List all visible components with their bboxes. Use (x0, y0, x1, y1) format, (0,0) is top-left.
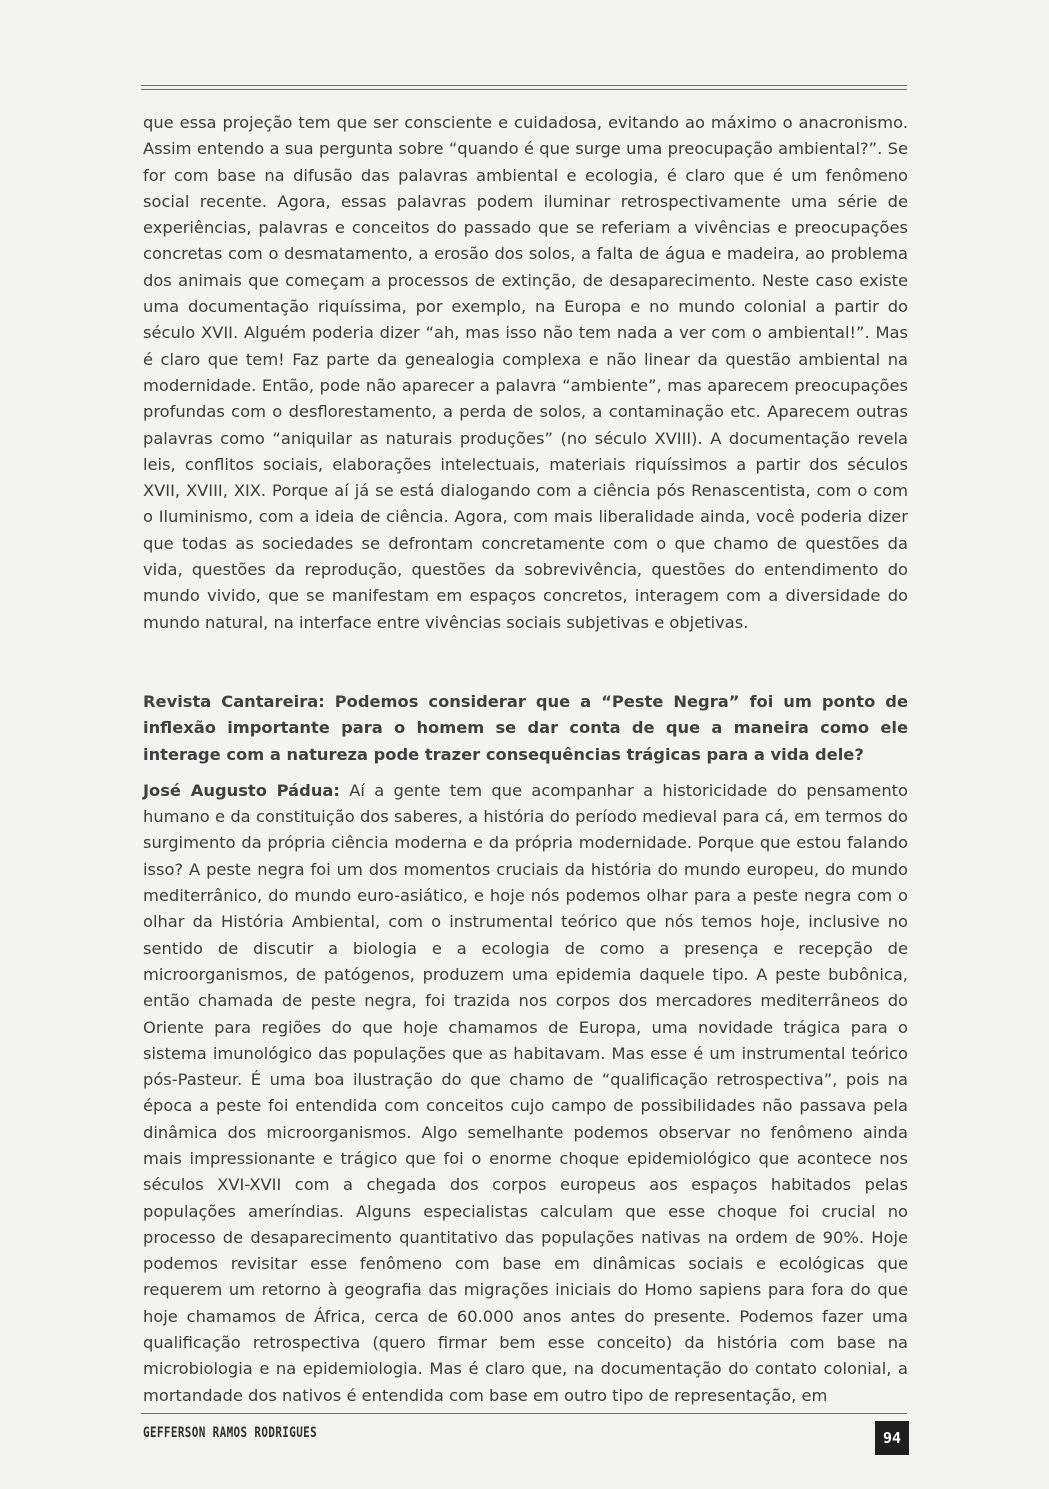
answer-text: Aí a gente tem que acompanhar a historicidade do pensamento humano e da constituição dos saberes, a história do período medieval para cá, em termos do surgimento da própria ciência moderna e da própria modernidade. Porque que estou falando isso? A peste negra foi um dos momentos cruciais da história do mundo europeu, do mundo mediterrânico, do mundo euro-asiático, e hoje nós podemos olhar para a peste negra com o olhar da História Ambiental, com o instrumental teórico que nós temos hoje, inclusive no sentido de discutir a biologia e a ecologia de como a presença e recepção de microorganismos, de patógenos, produzem uma epidemia daquele tipo. A peste bubônica, então chamada de peste negra, foi trazida nos corpos dos mercadores mediterrâneos do Oriente para regiões do que hoje chamamos de Europa, uma novidade trágica para o sistema imunológico das populações que as habitavam. Mas esse é um instrumental teórico pós-Pasteur. É uma boa ilustração do que chamo de “qualificação retrospectiva”, pois na época a peste foi entendida com conceitos cujo campo de possibilidades não passava pela dinâmica dos microorganismos. Algo semelhante podemos observar no fenômeno ainda mais impressionante e trágico que foi o enorme choque epidemiológico que acontece nos séculos XVI-XVII com a chegada dos corpos europeus aos espaços habitados pelas populações ameríndias. Alguns especialistas calculam que esse choque foi crucial no processo de desaparecimento quantitativo das populações nativas na ordem de 90%. Hoje podemos revisitar esse fenômeno com base em dinâmicas sociais e ecológicas que requerem um retorno à geografia das migrações iniciais do Homo sapiens para fora do que hoje chamamos de África, cerca de 60.000 anos antes do presente. Podemos fazer uma qualificação retrospectiva (quero firmar bem esse conceito) da história com base na microbiologia e na epidemiologia. Mas é claro que, na documentação do contato colonial, a mortandade dos nativos é entendida com base em outro tipo de representação, em (143, 780, 908, 1405)
header-rule-top (141, 85, 907, 86)
answer-speaker: José Augusto Pádua: (143, 780, 340, 800)
interview-answer (143, 778, 908, 1409)
footer-rule (141, 1413, 907, 1414)
header-rule-bottom (141, 89, 907, 90)
page-number: 94 (875, 1421, 909, 1455)
interview-question: Revista Cantareira: Podemos considerar que a “Peste Negra” foi um ponto de inflexão importante para o homem se dar conta de que a maneira como ele interage com a natureza pode trazer consequências trágicas para a vida dele? (143, 691, 908, 764)
footer-author: GEFFERSON RAMOS RODRIGUES (143, 1425, 318, 1441)
body-paragraph: que essa projeção tem que ser consciente e cuidadosa, evitando ao máximo o anacronismo. Assim entendo a sua pergunta sobre “quando é que surge uma preocupação ambiental?”. Se for com base na difusão das palavras ambiental e ecologia, é claro que é um fenômeno social recente. Agora, essas palavras podem iluminar retrospectivamente uma série de experiências, palavras e conceitos do passado que se referiam a vivências e preocupações concretas com o desmatamento, a erosão dos solos, a falta de água e madeira, ao problema dos animais que começam a processos de extinção, de desaparecimento. Neste caso existe uma documentação riquíssima, por exemplo, na Europa e no mundo colonial a partir do século XVII. Alguém poderia dizer “ah, mas isso não tem nada a ver com o ambiental!”. Mas é claro que tem! Faz parte da genealogia complexa e não linear da questão ambiental na modernidade. Então, pode não aparecer a palavra “ambiente”, mas aparecem preocupações profundas com o desflorestamento, a perda de solos, a contaminação etc. Aparecem outras palavras como “aniquilar as naturais produções” (no século XVIII). A documentação revela leis, conflitos sociais, elaborações intelectuais, materiais riquíssimos a partir dos séculos XVII, XVIII, XIX. Porque aí já se está dialogando com a ciência pós Renascentista, com o com o Iluminismo, com a ideia de ciência. Agora, com mais liberalidade ainda, você poderia dizer que todas as sociedades se defrontam concretamente com o que chamo de questões da vida, questões da reprodução, questões da sobrevivência, questões do entendimento do mundo vivido, que se manifestam em espaços concretos, interagem com a diversidade do mundo natural, na interface entre vivências sociais subjetivas e objetivas. (143, 113, 908, 632)
page-content (143, 110, 908, 1409)
